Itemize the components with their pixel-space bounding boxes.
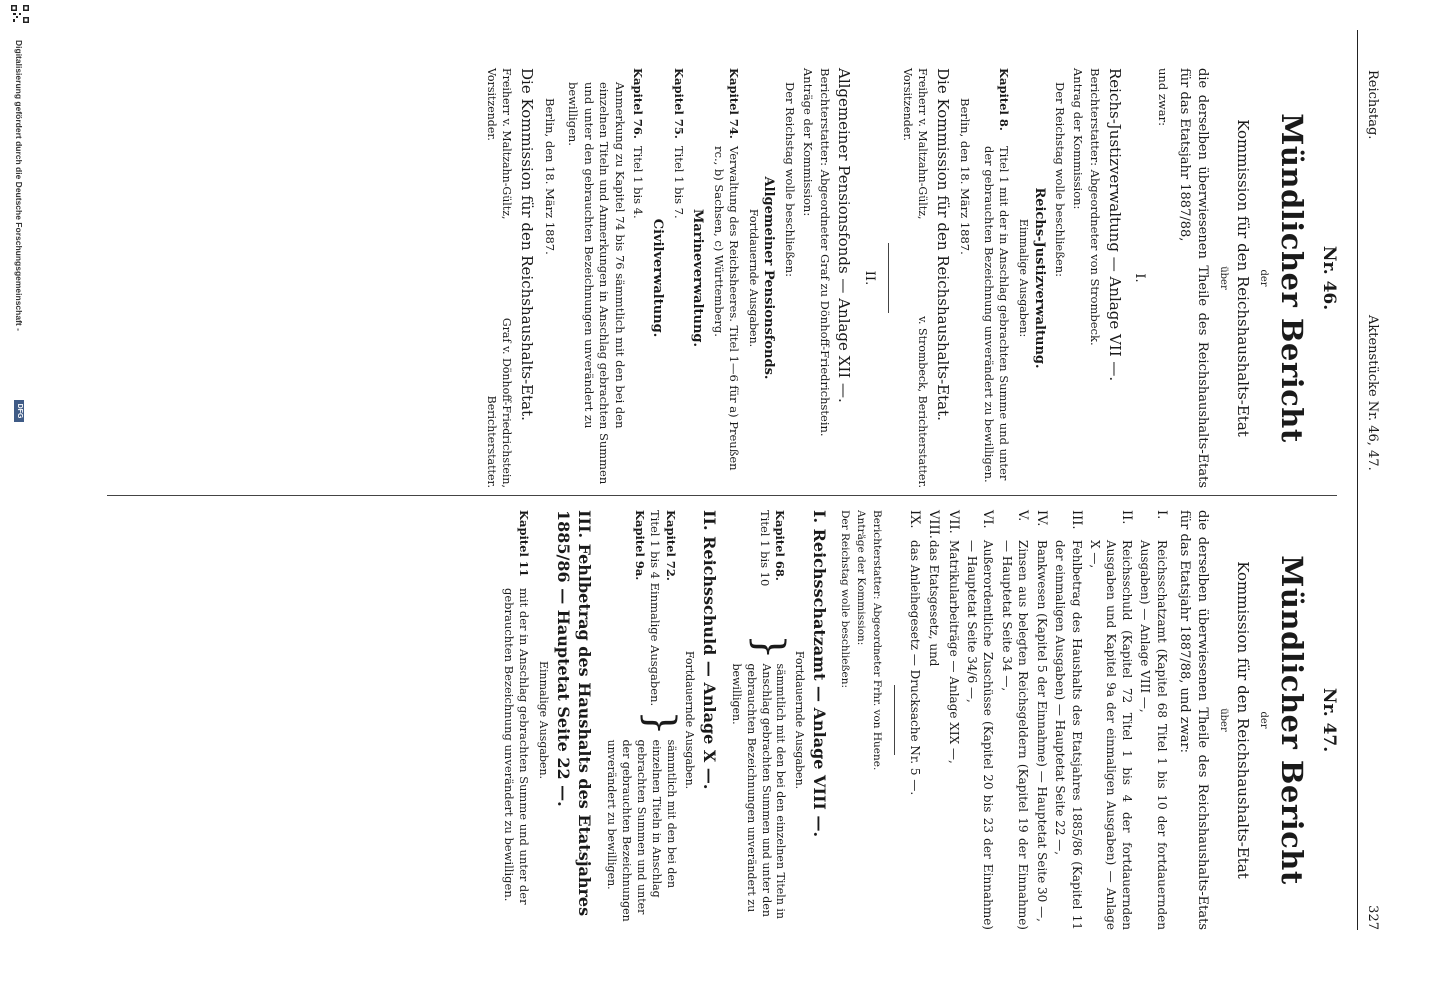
kapitel-entry [630, 68, 646, 488]
left-column-nr-46 [483, 68, 1344, 488]
section-heading-justiz: Reichs-Justizverwaltung — Anlage VII —. [1105, 68, 1124, 382]
budget-list-item [964, 510, 996, 930]
subheading-justiz: Reichs-Justizverwaltung. [1031, 187, 1047, 369]
document-number: Nr. 46. [1319, 245, 1339, 311]
subheading-fortdauernde: Fortdauernde Ausgaben. [746, 208, 760, 348]
und-zwar: und zwar: [1155, 68, 1170, 126]
der-text: der [1257, 269, 1269, 287]
section-fehlbetrag: III. Fehlbetrag des Haushalts des Etatsjahres 1885/86 — Hauptetat Seite 22 —. [553, 510, 595, 917]
der-text: der [1257, 711, 1269, 729]
subheading-einmalige: Einmalige Ausgaben: [1017, 218, 1031, 338]
page-number: 327 [1365, 905, 1380, 930]
section-heading-pension: Allgemeiner Pensionsfonds — Anlage XII —. [835, 68, 854, 403]
roman-numeral-1: I. [1132, 273, 1148, 283]
kapitel-72-left [631, 510, 678, 706]
list-item-number: I. [1153, 510, 1169, 520]
commission-signature-title: Die Kommission für den Reichshaushalts-Etat. [518, 68, 537, 421]
budget-list-item [1087, 510, 1136, 930]
kapitel-range: Titel 1 bis 4 Einmalige Ausgaben. [648, 510, 663, 707]
kapitel-label: Kapitel 74. [727, 68, 742, 139]
list-item-number: VI. [980, 510, 996, 529]
budget-list-item [944, 510, 962, 930]
kapitel-entry [670, 68, 686, 488]
list-item-text: Bankwesen (Kapitel 5 der Einnahme) — Hauptetat Seite 30 —, [1035, 540, 1050, 922]
kapitel-label: Kapitel 68. [773, 510, 788, 581]
subheading-fortdauernde: Fortdauernde Ausgaben. [793, 650, 807, 790]
header-left: Reichstag. [1365, 70, 1380, 140]
list-item-text: Fehlbetrag des Haushalts des Etatsjahres 1885/86 (Kapitel 11 der einmaligen Ausgaben) — Hauptetat Seite 22 —, [1053, 540, 1084, 930]
berichterstatter-line: Berichterstatter: Abgeordneter Frhr. von Huene. [871, 510, 884, 771]
kapitel-text: Titel 1 mit der in Anschlag gebrachten Summe und unter der gebrauchten Bezeichnung unverändert zu bewilligen. [981, 146, 1012, 483]
list-item-number: IV. [1034, 510, 1050, 527]
kapitel-label: Kapitel 76. [631, 68, 646, 139]
budget-list-item [905, 510, 923, 930]
antrag-line: Anträge der Kommission: [855, 510, 868, 646]
separator-rule [888, 243, 889, 313]
report-title: Mündlicher Bericht [1275, 555, 1310, 885]
berichterstatter-line: Berichterstatter: Abgeordneter Graf zu Dönhoff-Friedrichstein. [818, 68, 833, 437]
subheading-pension: Allgemeiner Pensionsfonds. [761, 176, 777, 380]
brace-glyph: } [636, 710, 683, 736]
list-item-number: II. [1119, 510, 1135, 525]
budget-list-item [998, 510, 1030, 930]
budget-item-list [905, 510, 1169, 930]
roman-numeral-2: II. [861, 270, 877, 286]
right-column-nr-47 [497, 510, 1344, 930]
brace-glyph: } [746, 634, 793, 660]
reichstag-line: Der Reichstag wolle beschließen: [783, 82, 798, 277]
column-divider [107, 495, 1337, 496]
digitization-note-text: Digitalisierung gefördert durch die Deutsche Forschungsgemeinschaft - [14, 40, 24, 331]
kapitel-text: sämmtlich mit den bei den einzelnen Titeln in Anschlag gebrachten Summen und unter der gebrauchten Bezeichnungen unverändert zu bewilligen. [605, 739, 678, 922]
ueber-text: über [1218, 708, 1230, 732]
budget-list-item [1137, 510, 1169, 930]
report-title: Mündlicher Bericht [1275, 113, 1310, 443]
page-content [14, 0, 1432, 1000]
anmerkung-text: Anmerkung zu Kapitel 74 bis 76 sämmtlich mit den bei den einzelnen Titeln und Anmerkungen in Anschlag gebrachten Summen und unter den gebrauchten Bezeichnungen unverändert zu bewilligen. [566, 82, 627, 485]
antrag-line: Anträge der Kommission: [800, 68, 815, 217]
list-item-text: Reichsschuld (Kapitel 72 Titel 1 bis 4 der fortdauernden Ausgaben und Kapitel 9a der einmaligen Ausgaben) — Anlage X —, [1087, 540, 1135, 930]
budget-list-item [925, 510, 943, 930]
separator-rule [894, 685, 895, 755]
intro-text: die derselben überwiesenen Theile des Reichshaushalts-Etats für das Etatsjahr 1887/88, [1177, 68, 1210, 488]
kapitel-text: Verwaltung des Reichsheeres. Titel 1—6 für a) Preußen rc., b) Sachsen, c) Württemberg. [711, 146, 742, 471]
kapitel-text: Titel 1 bis 4. [631, 146, 646, 219]
section-reichsschatzamt: I. Reichsschatzamt — Anlage VIII —. [809, 510, 829, 838]
kapitel-text: sämmtlich mit den bei den einzelnen Titeln in Anschlag gebrachten Summen und unter den gebrauchten Bezeichnungen unverändert zu bewilligen. [729, 663, 788, 920]
budget-list-item [1033, 510, 1051, 930]
subheading-fortdauernde: Fortdauernde Ausgaben. [683, 650, 697, 790]
subheading-einmalige: Einmalige Ausgaben. [537, 660, 551, 780]
reichstag-line: Der Reichstag wolle beschließen: [838, 510, 851, 689]
antrag-line: Antrag der Kommission: [1070, 68, 1085, 210]
header-middle: Aktenstücke Nr. 46, 47. [1365, 315, 1380, 471]
digitization-note [2, 0, 32, 1000]
kapitel-11-entry [500, 510, 531, 930]
berichterstatter-line: Berichterstatter: Abgeordneter von Strombeck. [1088, 68, 1103, 346]
list-item-number: III. [1068, 510, 1084, 530]
signature-row [483, 68, 513, 488]
commission-title: Kommission für den Reichshaushalts-Etat [1234, 561, 1253, 879]
kapitel-label: Kapitel 9a. [632, 510, 647, 581]
document-number: Nr. 47. [1319, 687, 1339, 753]
list-item-text: Außerordentliche Zuschüsse (Kapitel 20 bis 23 der Einnahme) — Hauptetat Seite 34/6 —, [965, 540, 996, 930]
list-item-text: das Etatsgesetz, und [927, 540, 942, 667]
subheading-marine: Marineverwaltung. [690, 208, 706, 348]
list-item-number: IX. [906, 510, 922, 529]
kapitel-68-left [756, 510, 787, 630]
reichstag-line: Der Reichstag wolle beschließen: [1053, 82, 1068, 277]
list-item-number: VIII. [926, 510, 942, 539]
kapitel-entry [980, 68, 1011, 488]
list-item-number: VII. [945, 510, 961, 534]
budget-list-item [1052, 510, 1084, 930]
list-item-text: Reichsschatzamt (Kapitel 68 Titel 1 bis 10 der fortdauernden Ausgaben) — Anlage VIII —, [1138, 540, 1169, 930]
list-item-text: Zinsen aus belegten Reichsgeldern (Kapitel 19 der Einnahme) — Hauptetat Seite 34 —, [999, 540, 1030, 930]
signature-reporter: Graf v. Dönhoff-Friedrichstein, Berichterstatter. [485, 317, 514, 488]
kapitel-label: Kapitel 72. [663, 510, 678, 581]
kapitel-label: Kapitel 75. [671, 68, 686, 139]
date-line: Berlin, den 18. März 1887. [542, 98, 557, 255]
list-item-text: Matrikularbeiträge — Anlage XIX —, [946, 540, 961, 764]
kapitel-text: mit der in Anschlag gebrachten Summe und unter der gebrauchten Bezeichnung unverändert zu bewilligen. [501, 588, 532, 905]
dfg-logo: DFG [14, 400, 24, 422]
running-header [1360, 30, 1380, 930]
kapitel-label: Kapitel 11 [517, 510, 532, 577]
signature-chair: Freiherr v. Maltzahn-Gültz, Vorsitzender. [485, 68, 514, 220]
kapitel-68-entry [728, 510, 793, 930]
section-reichsschuld: II. Reichsschuld — Anlage X —. [700, 510, 719, 790]
intro-text: die derselben überwiesenen Theile des Reichshaushalts-Etats für das Etatsjahr 1887/88, und zwar: [1177, 510, 1210, 930]
subheading-civil: Civilverwaltung. [650, 218, 666, 338]
date-line: Berlin, den 18. März 1887. [958, 98, 973, 255]
signature-chair: Freiherr v. Maltzahn-Gültz, Vorsitzender. [900, 68, 929, 220]
kapitel-entry [710, 68, 741, 488]
list-item-text: das Anleihegesetz — Drucksache Nr. 5 —. [907, 540, 922, 796]
kapitel-label: Kapitel 8. [997, 68, 1012, 131]
list-item-number: V. [1014, 510, 1030, 522]
header-rule [1357, 30, 1358, 930]
qr-code-icon [10, 4, 30, 24]
commission-signature-title: Die Kommission für den Reichshaushalts-Etat. [933, 68, 952, 421]
kapitel-range: Titel 1 bis 10 [757, 510, 772, 587]
commission-title: Kommission für den Reichshaushalts-Etat [1234, 119, 1253, 437]
kapitel-72-entry [603, 510, 683, 930]
signature-row [899, 68, 929, 488]
signature-reporter: v. Strombeck, Berichterstatter. [915, 316, 929, 488]
kapitel-text: Titel 1 bis 7. [671, 146, 686, 219]
ueber-text: über [1218, 266, 1230, 290]
